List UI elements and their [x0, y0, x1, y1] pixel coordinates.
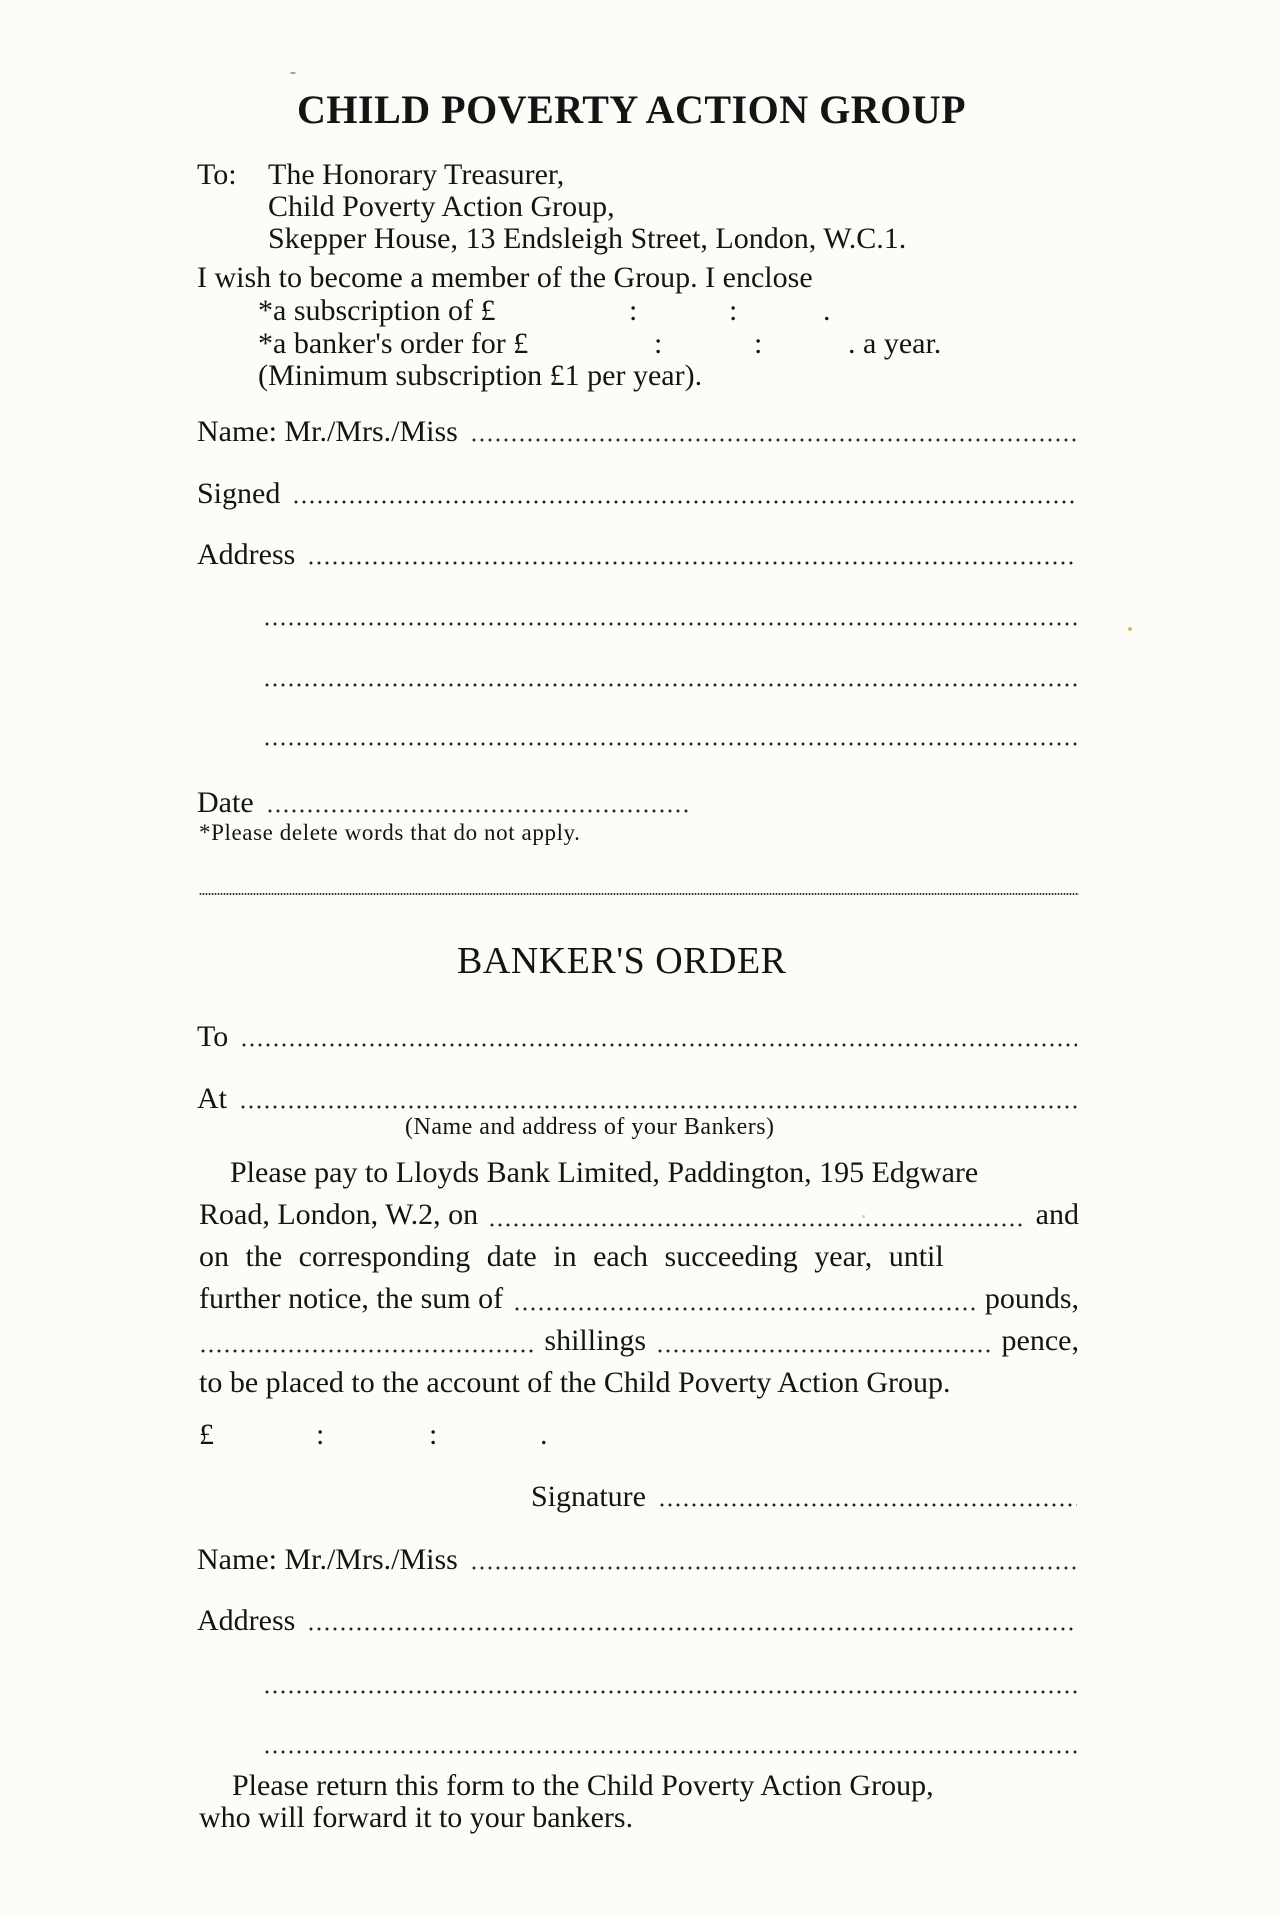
delete-words-note: *Please delete words that do not apply. [199, 820, 581, 845]
bank-at-line[interactable] [239, 1105, 1077, 1109]
membership-intro: I wish to become a member of the Group. I enclose [197, 261, 813, 294]
bank-at-label: At [197, 1082, 227, 1115]
scan-speck [290, 72, 296, 74]
payment-instructions [199, 1152, 1079, 1404]
pence-amount-line[interactable] [656, 1349, 991, 1353]
member-address-label: Address [197, 538, 296, 571]
amount-shillings-separator: : [316, 1418, 325, 1451]
member-name-field[interactable] [197, 415, 1077, 449]
payment-line-5[interactable] [199, 1320, 1079, 1362]
member-name-label: Name: Mr./Mrs./Miss [197, 415, 458, 448]
order-shillings-separator: : [654, 327, 663, 360]
treasurer-line: The Honorary Treasurer, [268, 158, 565, 191]
member-signed-line[interactable] [292, 500, 1077, 504]
tear-off-separator [199, 893, 1079, 895]
amount-pound-sign: £ [199, 1418, 214, 1451]
scan-speck [1128, 627, 1132, 631]
subscription-end-dot: . [823, 294, 831, 327]
pounds-amount-line[interactable] [513, 1307, 975, 1311]
member-date-field[interactable] [197, 786, 692, 820]
member-signed-field[interactable] [197, 477, 1077, 511]
subscription-option[interactable]: *a subscription of £ [258, 294, 496, 327]
member-date-line[interactable] [266, 809, 692, 813]
scan-speck [862, 1215, 865, 1218]
payment-line-1 [199, 1152, 1079, 1194]
bank-at-field[interactable] [197, 1082, 1077, 1116]
group-line: Child Poverty Action Group, [268, 190, 615, 223]
payment-line-1-text: Please pay to Lloyds Bank Limited, Paddington, 195 Edgware [230, 1156, 979, 1189]
signature-field[interactable] [531, 1480, 1077, 1514]
to-label: To: [197, 158, 237, 191]
payment-line-3 [199, 1236, 1079, 1278]
order-year-suffix: . a year. [848, 327, 942, 360]
bank-to-line[interactable] [240, 1043, 1077, 1047]
order-address-line-1[interactable] [307, 1627, 1077, 1631]
member-name-line[interactable] [470, 438, 1077, 442]
payment-line-5-mid: shillings [544, 1324, 647, 1357]
amount-end-dot: . [540, 1418, 548, 1451]
payment-line-4-end: pounds, [984, 1282, 1079, 1315]
subscription-shillings-separator: : [629, 294, 638, 327]
shillings-amount-line[interactable] [199, 1349, 534, 1353]
subscription-pence-separator: : [729, 294, 738, 327]
member-address-line-3[interactable] [263, 683, 1077, 687]
member-signed-label: Signed [197, 477, 281, 510]
payment-line-6-text: to be placed to the account of the Child Poverty Action Group. [199, 1366, 951, 1399]
minimum-subscription-note: (Minimum subscription £1 per year). [258, 359, 703, 392]
return-instruction-1: Please return this form to the Child Poverty Action Group, [232, 1769, 934, 1802]
payment-line-4[interactable] [199, 1278, 1079, 1320]
street-line: Skepper House, 13 Endsleigh Street, London, W.C.1. [268, 222, 907, 255]
order-name-field[interactable] [197, 1543, 1077, 1577]
order-name-label: Name: Mr./Mrs./Miss [197, 1543, 458, 1576]
member-address-line-1[interactable] [307, 561, 1077, 565]
payment-line-2-start: Road, London, W.2, on [199, 1198, 479, 1231]
order-address-label: Address [197, 1604, 296, 1637]
bankers-order-option[interactable]: *a banker's order for £ [258, 327, 529, 360]
amount-pence-separator: : [429, 1418, 438, 1451]
payment-line-2[interactable] [199, 1194, 1079, 1236]
return-instruction-2: who will forward it to your bankers. [199, 1801, 634, 1834]
page-title: CHILD POVERTY ACTION GROUP [297, 87, 967, 132]
payment-line-5-end: pence, [1001, 1324, 1079, 1357]
payment-line-2-end: and [1035, 1198, 1079, 1231]
order-address-line-2[interactable] [263, 1690, 1077, 1694]
bankers-order-heading: BANKER'S ORDER [457, 940, 787, 982]
signature-label: Signature [531, 1480, 646, 1513]
order-name-line[interactable] [470, 1566, 1077, 1570]
order-address-line-3[interactable] [263, 1750, 1077, 1754]
payment-date-line[interactable] [488, 1223, 1026, 1227]
payment-line-3-text: on the corresponding date in each succeeding year, until [199, 1240, 944, 1273]
bank-to-field[interactable] [197, 1020, 1077, 1054]
bank-to-label: To [197, 1020, 229, 1053]
payment-line-6 [199, 1362, 1079, 1404]
member-address-line-4[interactable] [263, 742, 1077, 746]
signature-line[interactable] [658, 1503, 1077, 1507]
member-address-field[interactable] [197, 538, 1077, 572]
bankers-caption: (Name and address of your Bankers) [405, 1114, 775, 1140]
member-date-label: Date [197, 786, 254, 819]
payment-line-4-start: further notice, the sum of [199, 1282, 504, 1315]
member-address-line-2[interactable] [263, 622, 1077, 626]
order-address-field[interactable] [197, 1604, 1077, 1638]
order-pence-separator: : [754, 327, 763, 360]
